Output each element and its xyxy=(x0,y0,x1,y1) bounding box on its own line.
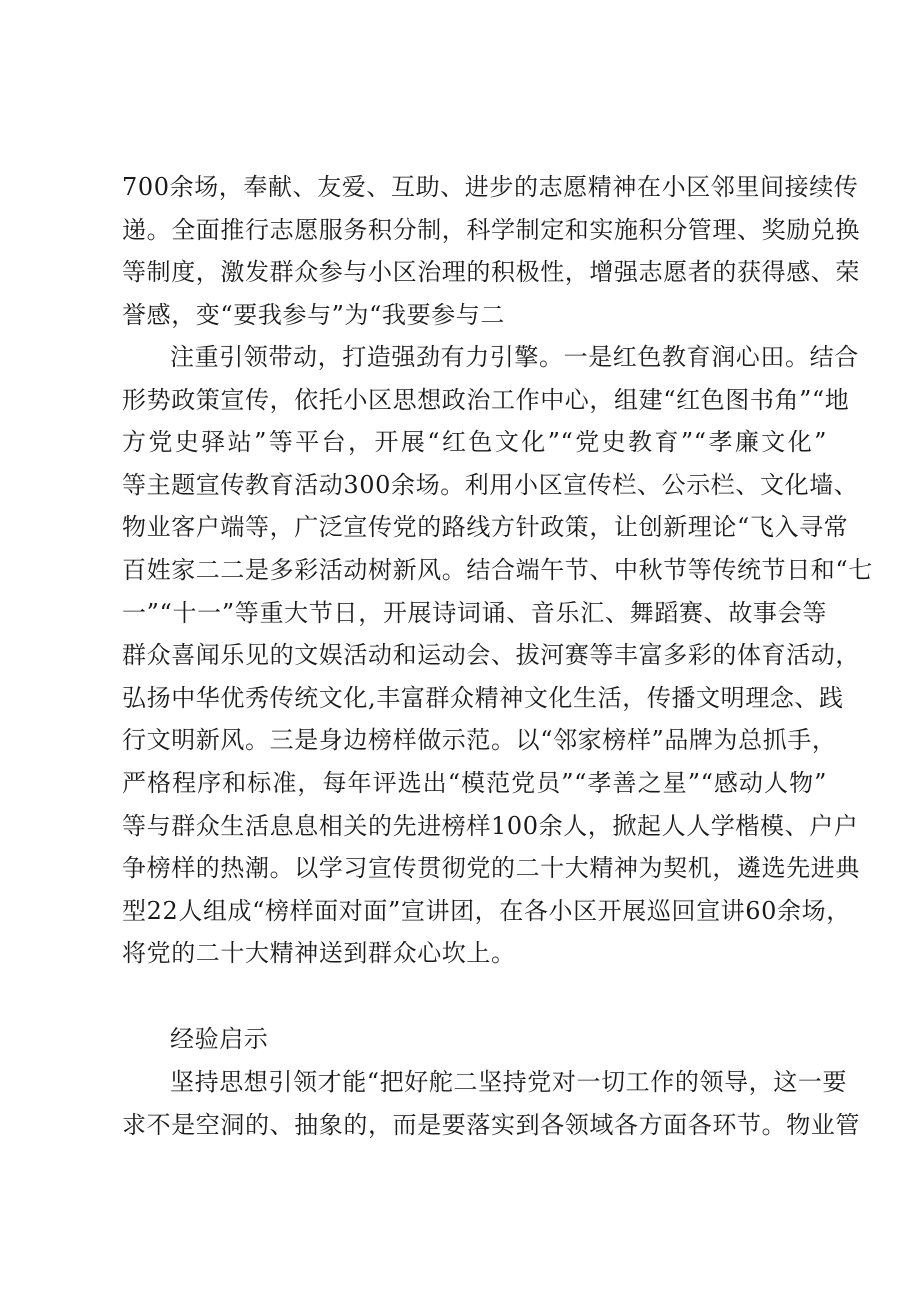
paragraph-line: 将党的二十大精神送到群众心坎上。 xyxy=(122,939,516,968)
paragraph-line: 行文明新风。三是身边榜样做示范。以“邻家榜样”品牌为总抓手， xyxy=(122,726,837,755)
paragraph-line: 一”“十一”等重大节日，开展诗词诵、音乐汇、舞蹈赛、故事会等 xyxy=(122,598,827,627)
paragraph-line: 等与群众生活息息相关的先进榜样100余人，掀起人人学楷模、户户 xyxy=(122,811,859,840)
paragraph-line: 严格程序和标准，每年评选出“模范党员”“孝善之星”“感动人物” xyxy=(122,768,827,797)
paragraph-line: 求不是空洞的、抽象的，而是要落实到各领域各方面各环节。物业管 xyxy=(122,1110,860,1139)
paragraph-line: 700余场，奉献、友爱、互助、进步的志愿精神在小区邻里间接续传 xyxy=(122,173,859,201)
paragraph-line: 物业客户端等，广泛宣传党的路线方针政策，让创新理论“飞入寻常 xyxy=(122,513,849,542)
section-heading xyxy=(122,1018,827,1061)
paragraph-line: 递。全面推行志愿服务积分制，科学制定和实施积分管理、奖励兑换 xyxy=(122,215,860,244)
paragraph-line: 等制度，激发群众参与小区治理的积极性，增强志愿者的获得感、荣 xyxy=(122,258,860,287)
paragraph-volunteer-service xyxy=(122,166,860,336)
paragraph-line: 型22人组成“榜样面对面”宣讲团，在各小区开展巡回宣讲60余场， xyxy=(122,896,851,925)
paragraph-guidance xyxy=(122,336,873,975)
paragraph-line: 形势政策宣传，依托小区思想政治工作中心，组建“红色图书角”“地 xyxy=(122,385,850,414)
paragraph-line: 争榜样的热潮。以学习宣传贯彻党的二十大精神为契机，遴选先进典 xyxy=(122,854,860,883)
paragraph-line: 百姓家二二是多彩活动树新风。结合端午节、中秋节等传统节日和“七 xyxy=(122,555,873,584)
heading-text: 经验启示 xyxy=(170,1025,269,1053)
paragraph-line: 注重引领带动，打造强劲有力引擎。一是红色教育润心田。结合 xyxy=(170,343,859,371)
paragraph-line: 方党史驿站”等平台，开展“红色文化”“党史教育”“孝廉文化” xyxy=(122,428,827,457)
paragraph-line: 坚持思想引领才能“把好舵二坚持党对一切工作的领导，这一要 xyxy=(170,1068,848,1096)
paragraph-line: 等主题宣传教育活动300余场。利用小区宣传栏、公示栏、文化墙、 xyxy=(122,470,859,499)
paragraph-line: 弘扬中华优秀传统文化,丰富群众精神文化生活，传播文明理念、践 xyxy=(122,683,844,712)
paragraph-line: 誉感，变“要我参与”为“我要参与二 xyxy=(122,300,506,329)
paragraph-line: 群众喜闻乐见的文娱活动和运动会、拔河赛等丰富多彩的体育活动， xyxy=(122,641,860,670)
paragraph-experience xyxy=(122,1061,860,1146)
